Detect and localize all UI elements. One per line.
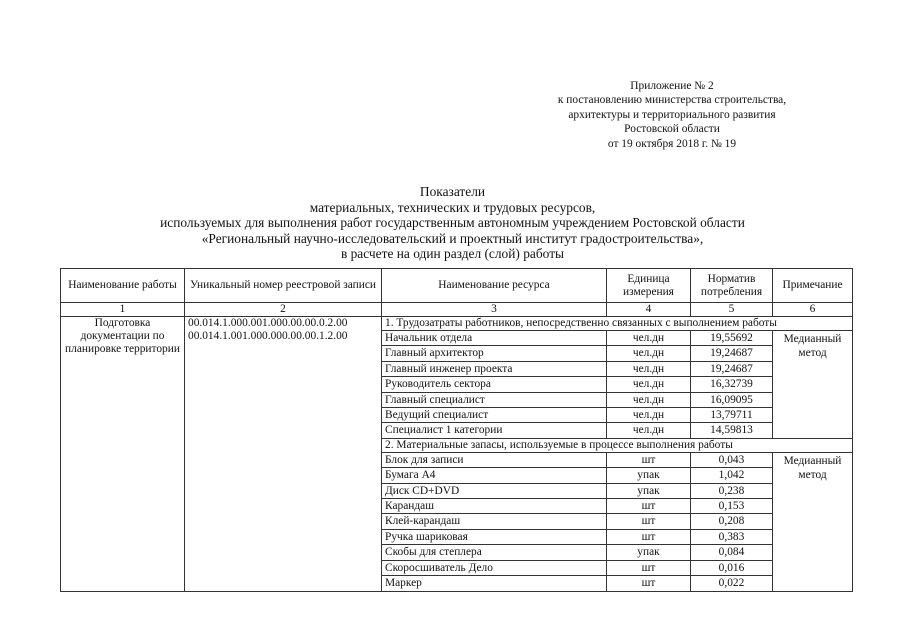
unit-cell: чел.дн bbox=[607, 361, 691, 376]
unit-cell: чел.дн bbox=[607, 377, 691, 392]
norm-value-cell: 0,238 bbox=[691, 483, 773, 498]
unit-cell: чел.дн bbox=[607, 392, 691, 407]
resource-name-cell: Скоросшиватель Дело bbox=[382, 560, 607, 575]
resource-name-cell: Специалист 1 категории bbox=[382, 423, 607, 438]
norm-value-cell: 0,208 bbox=[691, 514, 773, 529]
norm-value-cell: 13,79711 bbox=[691, 408, 773, 423]
resource-name-cell: Главный инженер проекта bbox=[382, 361, 607, 376]
resource-name-cell: Блок для записи bbox=[382, 452, 607, 467]
registry-number: 00.014.1.000.001.000.00.00.0.2.00 bbox=[188, 317, 348, 329]
unit-cell: чел.дн bbox=[607, 423, 691, 438]
resource-name-cell: Бумага А4 bbox=[382, 468, 607, 483]
appendix-line-4: Ростовской области bbox=[624, 123, 720, 136]
unit-cell: упак bbox=[607, 545, 691, 560]
unit-cell: упак bbox=[607, 483, 691, 498]
header-note: Примечание bbox=[773, 269, 853, 303]
work-name-cell: Подготовка документации по планировке территории bbox=[61, 317, 185, 592]
norm-value-cell: 16,32739 bbox=[691, 377, 773, 392]
section-row bbox=[61, 317, 853, 331]
resource-name-cell: Диск CD+DVD bbox=[382, 483, 607, 498]
header-unit: Единица измерения bbox=[607, 269, 691, 303]
header-work-name: Наименование работы bbox=[61, 269, 185, 303]
column-number: 3 bbox=[382, 303, 607, 317]
norm-value-cell: 0,022 bbox=[691, 576, 773, 591]
header-registry-number: Уникальный номер реестровой записи bbox=[185, 269, 382, 303]
title-line-3: используемых для выполнения работ государственным автономным учреждением Ростовской области bbox=[160, 215, 745, 231]
unit-cell: упак bbox=[607, 468, 691, 483]
norm-value-cell: 1,042 bbox=[691, 468, 773, 483]
title-line-1: Показатели bbox=[419, 184, 486, 199]
unit-cell: шт bbox=[607, 576, 691, 591]
table-header-row bbox=[61, 269, 853, 303]
norm-value-cell: 19,55692 bbox=[691, 331, 773, 346]
column-number: 4 bbox=[607, 303, 691, 317]
header-norm: Норматив потребления bbox=[691, 269, 773, 303]
resource-name-cell: Главный архитектор bbox=[382, 346, 607, 361]
column-number: 5 bbox=[691, 303, 773, 317]
resource-name-cell: Ведущий специалист bbox=[382, 408, 607, 423]
section-2-title: 2. Материальные запасы, используемые в процессе выполнения работы bbox=[382, 438, 853, 452]
resource-name-cell: Главный специалист bbox=[382, 392, 607, 407]
resource-name-cell: Начальник отдела bbox=[382, 331, 607, 346]
note-cell: Медианный метод bbox=[773, 452, 853, 591]
norm-value-cell: 14,59813 bbox=[691, 423, 773, 438]
appendix-line-1: Приложение № 2 bbox=[630, 80, 714, 92]
unit-cell: шт bbox=[607, 514, 691, 529]
resource-name-cell: Руководитель сектора bbox=[382, 377, 607, 392]
norm-value-cell: 0,383 bbox=[691, 529, 773, 544]
note-cell: Медианный метод bbox=[773, 331, 853, 439]
unit-cell: шт bbox=[607, 499, 691, 514]
appendix-line-5: от 19 октября 2018 г. № 19 bbox=[607, 137, 737, 150]
header-resource-name: Наименование ресурса bbox=[382, 269, 607, 303]
resource-name-cell: Маркер bbox=[382, 576, 607, 591]
appendix-line-2: к постановлению министерства строительства, bbox=[557, 94, 787, 107]
unit-cell: шт bbox=[607, 529, 691, 544]
norm-value-cell: 0,153 bbox=[691, 499, 773, 514]
appendix-block bbox=[522, 79, 822, 151]
resource-name-cell: Скобы для степлера bbox=[382, 545, 607, 560]
norm-value-cell: 0,084 bbox=[691, 545, 773, 560]
title-line-4: «Региональный научно-исследовательский и проектный институт градостроительства», bbox=[201, 230, 704, 246]
title-line-5: в расчете на один раздел (слой) работы bbox=[340, 246, 565, 262]
unit-cell: чел.дн bbox=[607, 346, 691, 361]
resource-table bbox=[60, 268, 853, 592]
registry-number: 00.014.1.001.000.000.00.00.1.2.00 bbox=[188, 330, 348, 342]
unit-cell: чел.дн bbox=[607, 331, 691, 346]
norm-value-cell: 0,043 bbox=[691, 452, 773, 467]
norm-value-cell: 16,09095 bbox=[691, 392, 773, 407]
resource-name-cell: Карандаш bbox=[382, 499, 607, 514]
column-number: 6 bbox=[773, 303, 853, 317]
norm-value-cell: 0,016 bbox=[691, 560, 773, 575]
section-1-title: 1. Трудозатраты работников, непосредственно связанных с выполнением работы bbox=[382, 317, 853, 331]
registry-number-cell bbox=[185, 317, 382, 592]
appendix-line-3: архитектуры и территориального развития bbox=[568, 108, 776, 121]
resource-name-cell: Клей-карандаш bbox=[382, 514, 607, 529]
unit-cell: чел.дн bbox=[607, 408, 691, 423]
column-number: 2 bbox=[185, 303, 382, 317]
document-title bbox=[0, 184, 905, 262]
norm-value-cell: 19,24687 bbox=[691, 361, 773, 376]
column-number-row bbox=[61, 303, 853, 317]
unit-cell: шт bbox=[607, 560, 691, 575]
resource-name-cell: Ручка шариковая bbox=[382, 529, 607, 544]
title-line-2: материальных, технических и трудовых ресурсов, bbox=[309, 199, 596, 215]
unit-cell: шт bbox=[607, 452, 691, 467]
norm-value-cell: 19,24687 bbox=[691, 346, 773, 361]
column-number: 1 bbox=[61, 303, 185, 317]
